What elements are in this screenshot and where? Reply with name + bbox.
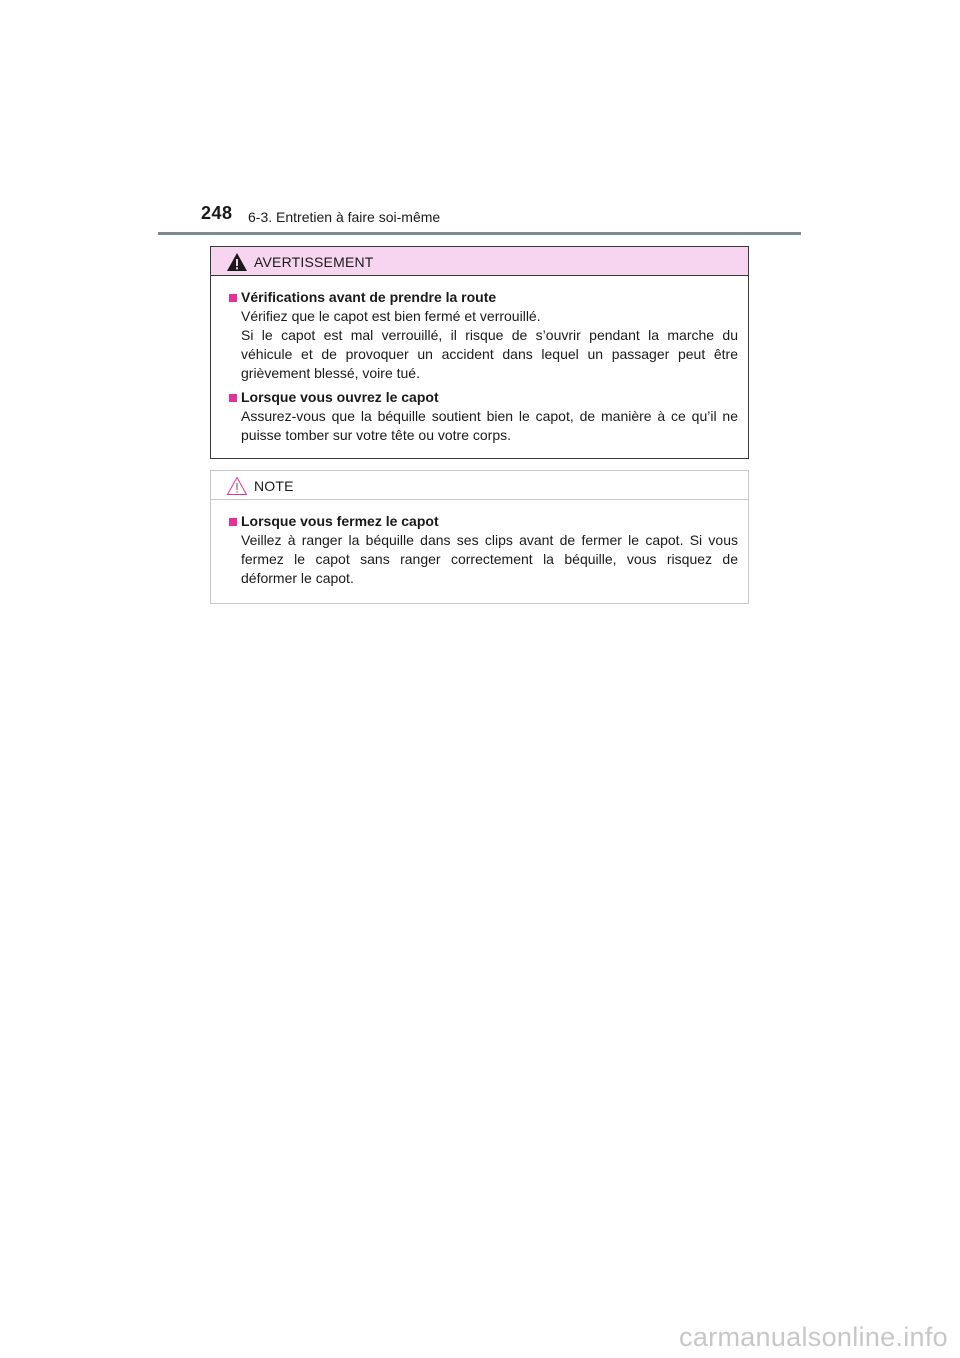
section-title: 6-3. Entretien à faire soi-même bbox=[248, 209, 441, 225]
bullet-square-icon bbox=[229, 518, 237, 526]
warning-triangle-filled-icon bbox=[226, 252, 248, 272]
note-box bbox=[210, 470, 749, 604]
warning-item-heading: Vérifications avant de prendre la route bbox=[229, 288, 738, 307]
warning-item-text: Assurez-vous que la béquille soutient bien le capot, de manière à ce qu’il ne puisse tomber sur votre tête ou votre corps. bbox=[241, 408, 738, 443]
bullet-square-icon bbox=[229, 294, 237, 302]
watermark: carmanualsonline.info bbox=[679, 1322, 948, 1352]
note-item-heading: Lorsque vous fermez le capot bbox=[229, 512, 738, 531]
note-title: NOTE bbox=[254, 478, 294, 494]
bullet-square-icon bbox=[229, 394, 237, 402]
warning-title: AVERTISSEMENT bbox=[254, 254, 374, 270]
note-body bbox=[211, 500, 748, 588]
caution-triangle-outline-icon bbox=[226, 476, 248, 496]
note-item-text: Veillez à ranger la béquille dans ses clips avant de fermer le capot. Si vous fermez le capot sans ranger correctement la béquille, vous risquez de déformer le capot. bbox=[241, 532, 738, 586]
header-rule bbox=[158, 232, 801, 235]
warning-box bbox=[210, 246, 749, 459]
warning-item-text: Vérifiez que le capot est bien fermé et verrouillé. Si le capot est mal verrouillé, il risque de s’ouvrir pendant la marche du véhicule et de provoquer un accident dans lequel un passager peut être grièvement blessé, voire tué. bbox=[241, 308, 738, 381]
note-header bbox=[211, 471, 748, 500]
warning-body bbox=[211, 276, 748, 445]
warning-header bbox=[211, 247, 748, 276]
page-number: 248 bbox=[201, 203, 233, 223]
warning-item-heading: Lorsque vous ouvrez le capot bbox=[229, 388, 738, 407]
